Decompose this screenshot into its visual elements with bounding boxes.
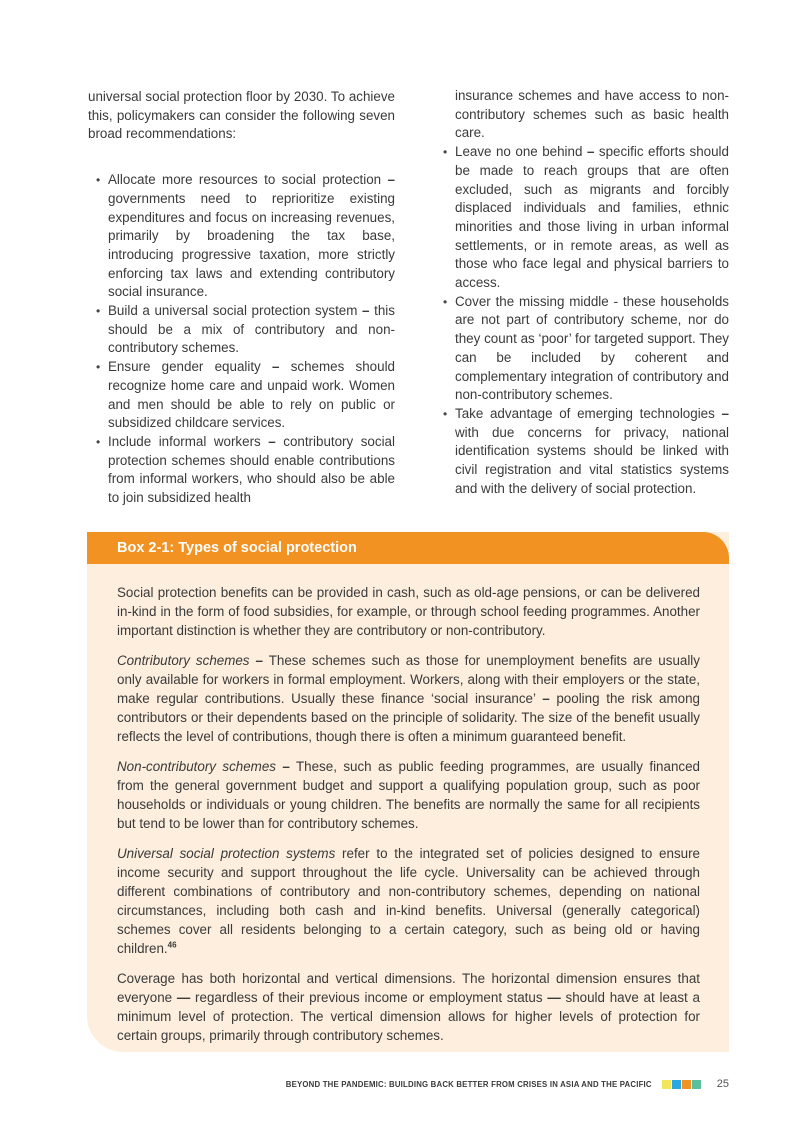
paragraph-text: These schemes such as those for unemployment benefits are usually only available for workers in formal employment. Workers, along with their employers or the state, make regular contributions. Usually these finance ‘social insurance’ — [117, 653, 700, 706]
recommendation-body: specific efforts should be made to reach groups that are often excluded, such as migrants and forcibly displaced individuals and families, ethnic minorities and those living in urban informal settlements, or in remote areas, as well as those who face legal and physical barriers to access. — [455, 144, 729, 291]
paragraph-text: should have at least a minimum level of protection. The vertical dimension allows for higher levels of protection for certain groups, primarily through contributory schemes. — [117, 990, 700, 1043]
stripe-yellow — [662, 1080, 671, 1089]
recommendation-lead: Build a universal social protection system — [108, 303, 358, 319]
running-title: BEYOND THE PANDEMIC: BUILDING BACK BETTER FROM CRISES IN ASIA AND THE PACIFIC — [285, 1079, 652, 1089]
paragraph-text: These, such as public feeding programmes, are usually financed from the general government budget and support a qualifying population group, such as poor households or individuals or young children. The benefits are normally the same for all recipients but tend to be lower than for contributory schemes. — [117, 759, 700, 831]
term-contributory: Contributory schemes — [117, 653, 250, 668]
recommendation-item — [455, 143, 729, 293]
box-paragraph — [117, 844, 700, 958]
color-stripes — [662, 1080, 701, 1089]
recommendations-list-right — [422, 87, 729, 498]
dash: – — [272, 359, 280, 375]
box-types-of-social-protection — [87, 532, 729, 1052]
recommendation-item — [108, 358, 395, 433]
stripe-blue — [672, 1080, 681, 1089]
box-paragraph — [117, 757, 700, 833]
paragraph-text: Coverage has both horizontal and vertical dimensions. The horizontal dimension ensures that everyone — [117, 971, 700, 1005]
recommendation-lead: Ensure gender equality — [108, 359, 261, 375]
recommendation-body: contributory social protection schemes should enable contributions from informal workers, who should also be able to join subsidized health — [108, 433, 395, 506]
dash: – — [586, 144, 595, 160]
dash: – — [542, 691, 550, 706]
dash: — — [176, 990, 191, 1005]
paragraph-text: pooling the risk among contributors or their dependents based on the principle of solidarity. The size of the benefit usually reflects the level of contributions, though there is often a minimum guaranteed benefit. — [117, 691, 700, 744]
box-paragraph — [117, 969, 700, 1045]
recommendation-item — [108, 433, 395, 508]
left-column — [88, 88, 395, 508]
recommendation-lead: Include informal workers — [108, 433, 261, 449]
dash: – — [282, 759, 290, 774]
stripe-orange — [682, 1080, 691, 1089]
dash: – — [362, 303, 370, 319]
recommendation-item — [108, 171, 395, 302]
recommendation-body: schemes should recognize home care and unpaid work. Women and men should be able to rely on public or subsidized childcare services. — [108, 359, 395, 431]
dash: – — [721, 405, 729, 421]
box-body — [87, 564, 729, 1045]
dash: – — [387, 172, 395, 188]
left-intro-paragraph: universal social protection floor by 2030. To achieve this, policymakers can consider the following seven broad recommendations: — [88, 89, 395, 142]
stripe-teal — [692, 1080, 701, 1089]
page-footer — [286, 1078, 729, 1090]
page-number: 25 — [716, 1078, 729, 1090]
recommendations-list-left — [88, 171, 395, 508]
box-title: Box 2-1: Types of social protection — [87, 532, 729, 564]
dash: – — [268, 433, 276, 449]
box-paragraph — [117, 651, 700, 746]
paragraph-text: refer to the integrated set of policies designed to ensure income security and support throughout the life cycle. Universality can be achieved through different combinations of contributory and non-contributory schemes, depending on national circumstances, including both cash and in-kind benefits. Universal (generally categorical) schemes cover all residents belonging to a certain category, such as being old or having children. — [117, 846, 700, 956]
dash: – — [255, 653, 263, 668]
dash: — — [547, 990, 561, 1005]
right-column — [422, 87, 729, 498]
term-non-contributory: Non-contributory schemes — [117, 759, 276, 774]
paragraph-text: regardless of their previous income or employment status — [195, 990, 543, 1005]
recommendation-item — [108, 302, 395, 358]
recommendation-body: this should be a mix of contributory and non-contributory schemes. — [108, 303, 395, 356]
recommendation-lead: Leave no one behind — [455, 144, 583, 160]
recommendation-item — [455, 293, 729, 405]
term-universal: Universal social protection systems — [117, 846, 336, 861]
recommendation-lead: Cover the missing middle — [455, 293, 609, 309]
recommendation-item — [455, 405, 729, 499]
recommendation-body: - these households are not part of contributory scheme, nor do they count as ‘poor’ for targeted support. They can be included by coherent and complementary integration of contributory and non-contributory schemes. — [455, 293, 729, 403]
footnote-reference[interactable]: 46 — [167, 940, 177, 950]
recommendation-lead: Allocate more resources to social protection — [108, 172, 382, 188]
recommendation-body: governments need to reprioritize existing expenditures and focus on increasing revenues, primarily by broadening the tax base, introducing progressive taxation, more strictly enforcing tax laws and extending contributory social insurance. — [108, 190, 395, 300]
recommendation-continuation: insurance schemes and have access to non-contributory schemes such as basic health care. — [455, 88, 729, 141]
box-paragraph: Social protection benefits can be provided in cash, such as old-age pensions, or can be delivered in-kind in the form of food subsidies, for example, or through school feeding programmes. Another important distinction is whether they are contributory or non-contributory. — [117, 585, 700, 638]
recommendation-lead: Take advantage of emerging technologies — [455, 405, 715, 421]
recommendation-body: with due concerns for privacy, national identification systems should be linked with civil registration and vital statistics systems and with the delivery of social protection. — [455, 424, 729, 496]
